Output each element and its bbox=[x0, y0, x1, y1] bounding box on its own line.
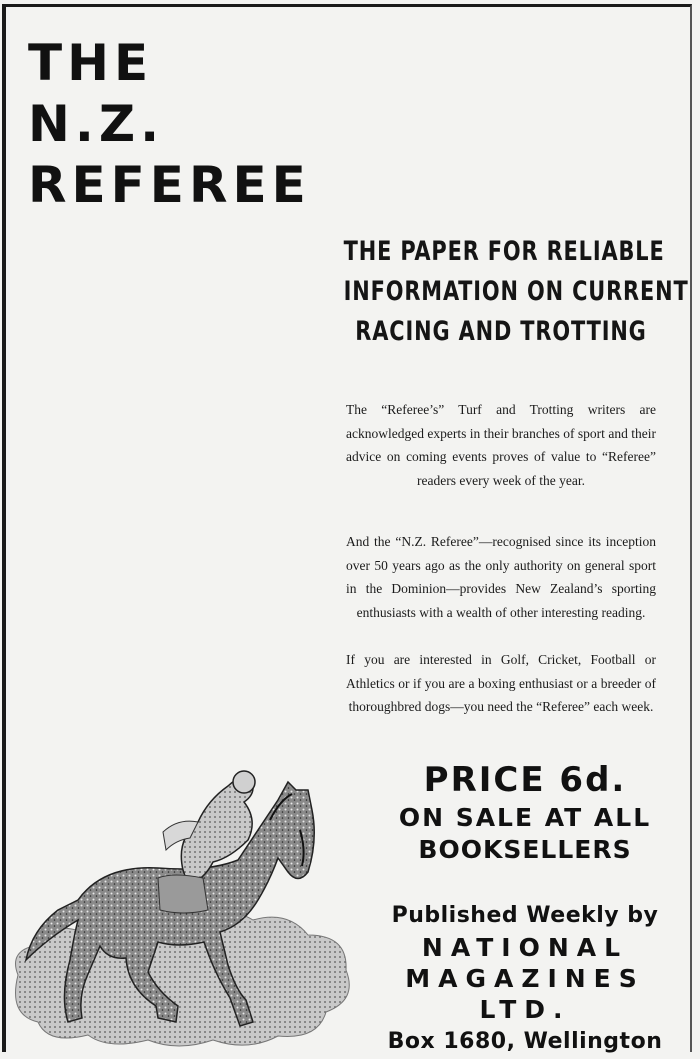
paragraph-authority: And the “N.Z. Referee”—recognised since its inception over 50 years ago as the only authority on general sport in the Dominion—provides New Zealand’s sporting enthusiasts with a wealth of other interesting reading. bbox=[346, 534, 656, 620]
publisher-name-ltd: LTD. bbox=[479, 995, 571, 1024]
masthead-line-nz: N.Z. bbox=[28, 95, 165, 153]
headline bbox=[343, 232, 689, 352]
publisher-block bbox=[370, 900, 680, 1059]
headline-line-2: INFORMATION ON CURRENT bbox=[343, 276, 689, 307]
masthead-line-referee: REFEREE bbox=[28, 156, 311, 214]
headline-line-3: RACING AND TROTTING bbox=[355, 316, 647, 347]
headline-line-1: THE PAPER FOR RELIABLE bbox=[343, 236, 665, 267]
paragraph-interests: If you are interested in Golf, Cricket, Football or Athletics or if you are a boxing enthusiast or a breeder of thoroughbred dogs—you need the “Referee” each week. bbox=[346, 652, 656, 714]
racehorse-and-jockey-icon bbox=[8, 760, 358, 1050]
booksellers-line: BOOKSELLERS bbox=[418, 835, 632, 864]
publisher-name-national: NATIONAL bbox=[421, 933, 629, 962]
published-weekly-line: Published Weekly by bbox=[391, 903, 659, 928]
masthead-line-the: THE bbox=[28, 34, 154, 92]
price-block bbox=[370, 758, 680, 866]
on-sale-line: ON SALE AT ALL bbox=[398, 803, 652, 832]
publisher-name-magazines: MAGAZINES bbox=[405, 964, 645, 993]
publisher-address: Box 1680, Wellington bbox=[387, 1029, 663, 1054]
masthead-title bbox=[28, 34, 311, 221]
price-amount: PRICE 6d. bbox=[423, 760, 627, 800]
paragraph-turf-writers: The “Referee’s” Turf and Trotting writers are acknowledged experts in their branches of sport and their advice on coming events proves of value to “Referee” readers every week of the year. bbox=[346, 402, 656, 488]
